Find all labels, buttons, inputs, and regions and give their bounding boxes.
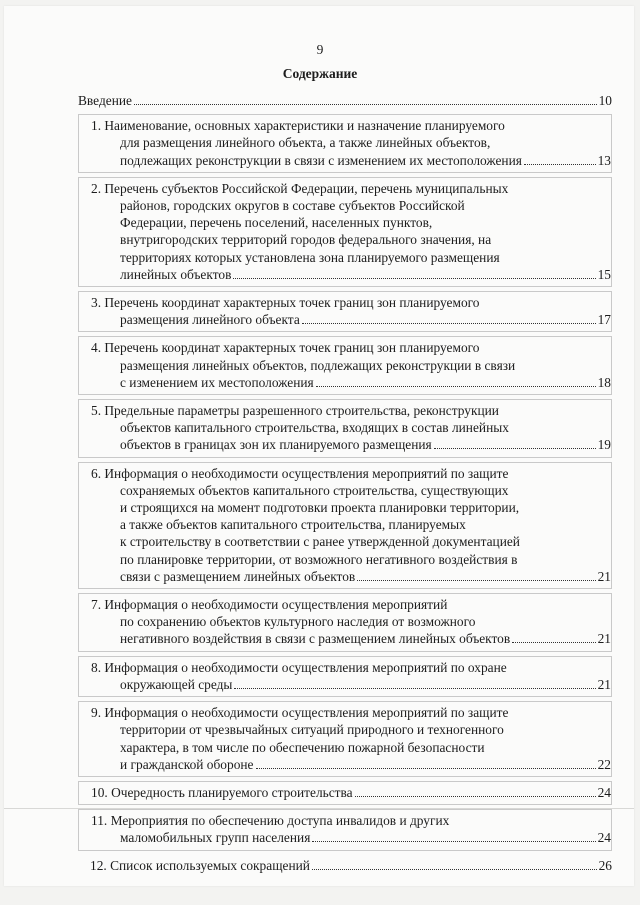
page-number: 9 [316, 42, 324, 57]
toc-entry[interactable] [78, 177, 612, 287]
toc-entry-line: подлежащих реконструкции в связи с изменением их местоположения [120, 152, 522, 168]
toc-entry-line: к строительству в соответствии с ранее утвержденной документацией [120, 534, 520, 550]
toc-entry[interactable] [78, 781, 612, 805]
toc-entry-line: 12. Список используемых сокращений [90, 857, 310, 873]
toc-entry-line: территориях которых установлена зона планируемого размещения [120, 249, 500, 265]
toc-entry[interactable] [78, 291, 612, 332]
toc-entry[interactable] [78, 593, 612, 652]
toc-entry[interactable] [78, 336, 612, 395]
toc-entry-line: районов, городских округов в составе субъектов Российской [120, 198, 465, 214]
dot-leader [524, 164, 596, 165]
toc-entry-page: 13 [597, 152, 611, 168]
toc-entry-line: с изменением их местоположения [120, 374, 314, 390]
toc-entry-page: 21 [597, 631, 611, 647]
toc-entry[interactable] [78, 855, 612, 877]
toc-entry-line: внутригородских территорий городов федерального значения, на [120, 232, 492, 248]
toc-entry-page: 24 [597, 784, 611, 800]
toc-entry-line: 5. Предельные параметры разрешенного строительства, реконструкции [91, 403, 499, 419]
toc-entry-line: 9. Информация о необходимости осуществления мероприятий по защите [91, 705, 509, 721]
toc-entry-line: размещения линейных объектов, подлежащих реконструкции в связи [120, 357, 516, 373]
dot-leader [233, 278, 595, 279]
dot-leader [316, 386, 596, 387]
toc-entry-line: и строящихся на момент подготовки проекта планировки территории, [120, 500, 520, 516]
dot-leader [312, 869, 597, 870]
toc-entry-line: 2. Перечень субъектов Российской Федерации, перечень муниципальных [91, 180, 509, 196]
toc-entry-page: 18 [597, 374, 611, 390]
dot-leader [312, 841, 595, 842]
toc-entry-text: Введение [78, 93, 132, 108]
dot-leader [355, 796, 596, 797]
toc-entry-line: характера, в том числе по обеспечению пожарной безопасности [120, 739, 485, 755]
toc-entry-line: 7. Информация о необходимости осуществления мероприятий [91, 597, 448, 613]
toc-entry-line: а также объектов капитального строительства, планируемых [120, 517, 466, 533]
toc-entry-page: 19 [597, 437, 611, 453]
toc-entry-page: 24 [597, 830, 611, 846]
dot-leader [256, 768, 596, 769]
dot-leader [434, 448, 596, 449]
toc-entry-line: 11. Мероприятия по обеспечению доступа инвалидов и других [91, 813, 450, 829]
toc-entry-line: по сохранению объектов культурного наследия от возможного [120, 614, 476, 630]
dot-leader [512, 642, 595, 643]
toc-entry-line: Федерации, перечень поселений, населенных пунктов, [120, 215, 433, 231]
toc-entry-line: по планировке территории, от возможного негативного воздействия в [120, 551, 518, 567]
toc-entry[interactable] [78, 114, 612, 173]
toc-entry-page: 10 [598, 93, 612, 108]
toc-entry[interactable] [78, 701, 612, 777]
toc-entry[interactable] [78, 656, 612, 697]
toc-entry-line: объектов капитального строительства, входящих в состав линейных [120, 420, 509, 436]
toc-entry[interactable] [78, 809, 612, 850]
toc-entry-line: 1. Наименование, основных характеристики и назначение планируемого [91, 118, 505, 134]
toc-entry-line: негативного воздействия в связи с размещением линейных объектов [120, 631, 511, 647]
toc-entry-page: 22 [597, 756, 611, 772]
toc-entry-page: 17 [597, 312, 611, 328]
dot-leader [302, 323, 596, 324]
toc-entry-line: маломобильных групп населения [120, 830, 311, 846]
toc-entry-intro[interactable] [78, 92, 612, 112]
toc-entry-page: 21 [597, 676, 611, 692]
dot-leader [234, 688, 595, 689]
toc-entry-line: размещения линейного объекта [120, 312, 300, 328]
toc-entry[interactable] [78, 399, 612, 458]
dot-leader [134, 104, 597, 105]
toc-entry-line: линейных объектов [120, 266, 232, 282]
toc-entry-line: 3. Перечень координат характерных точек границ зон планируемого [91, 295, 480, 311]
toc-entry-line: связи с размещением линейных объектов [120, 568, 356, 584]
scan-edge-line [4, 808, 634, 809]
dot-leader [357, 580, 595, 581]
toc-entry-line: 4. Перечень координат характерных точек границ зон планируемого [91, 340, 480, 356]
toc-entry-line: объектов в границах зон их планируемого размещения [120, 437, 432, 453]
toc-entry-line: и гражданской обороне [120, 756, 254, 772]
table-of-contents [78, 92, 612, 881]
toc-entry-line: 10. Очередность планируемого строительства [91, 784, 353, 800]
toc-entry-line: 6. Информация о необходимости осуществления мероприятий по защите [91, 465, 509, 481]
toc-entry-line: для размещения линейного объекта, а также линейных объектов, [120, 135, 491, 151]
toc-entry-line: территории от чрезвычайных ситуаций природного и техногенного [120, 722, 504, 738]
toc-entry-page: 26 [598, 857, 612, 873]
toc-entry-line: сохраняемых объектов капитального строительства, существующих [120, 482, 509, 498]
toc-title: Содержание [282, 66, 358, 81]
toc-entry-page: 21 [597, 568, 611, 584]
toc-entry-line: 8. Информация о необходимости осуществления мероприятий по охране [91, 659, 507, 675]
toc-entry[interactable] [78, 462, 612, 589]
toc-entry-line: окружающей среды [120, 676, 233, 692]
toc-entry-page: 15 [597, 266, 611, 282]
